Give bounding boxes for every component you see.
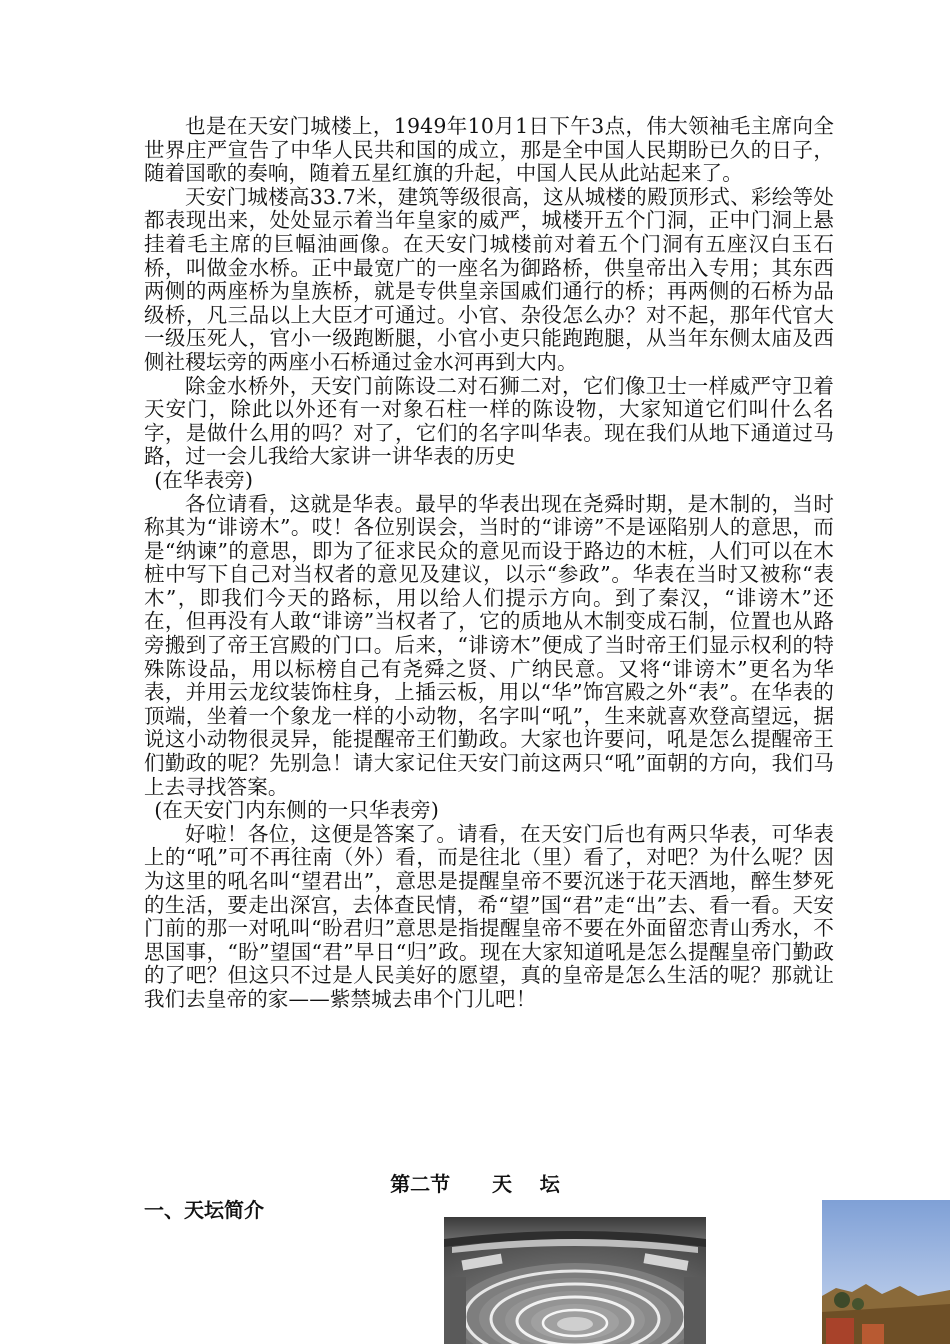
paragraph: 除金水桥外，天安门前陈设二对石狮二对，它们像卫士一样威严守卫着天安门，除此以外还有一对象石柱一样的陈设物，大家知道它们叫什么名字，是做什么用的吗？对了，它们的名字叫华表。现在我们从地下通道过马路，过一会儿我给大家讲一讲华表的历史 — [144, 373, 834, 469]
paragraph: 各位请看，这就是华表。最早的华表出现在尧舜时期，是木制的，当时称其为“诽谤木”。哎！各位别误会，当时的“诽谤”不是诬陷别人的意思，而是“纳谏”的意思，即为了征求民众的意见而设于路边的木桩，人们可以在木桩中写下自己对当权者的意见及建议，以示“参政”。华表在当时又被称“表木”，即我们今天的路标，用以给人们提示方向。到了秦汉，“诽谤木”还在，但再没有人敢“诽谤”当权者了，它的质地从木制变成石制，位置也从路旁搬到了帝王宫殿的门口。后来，“诽谤木”便成了当时帝王们显示权利的特殊陈设品，用以标榜自己有尧舜之贤、广纳民意。又将“诽谤木”更名为华表，并用云龙纹装饰柱身，上插云板，用以“华”饰宫殿之外“表”。在华表的顶端，坐着一个象龙一样的小动物，名字叫“吼”，生来就喜欢登高望远，据说这小动物很灵异，能提醒帝王们勤政。大家也许要问，吼是怎么提醒帝王们勤政的呢？先别急！请大家记住天安门前这两只“吼”面朝的方向，我们马上去寻找答案。 — [144, 491, 834, 799]
paragraph: 也是在天安门城楼上，1949年10月1日下午3点，伟大领袖毛主席向全世界庄严宣告了中华人民共和国的成立，那是全中国人民期盼已久的日子，随着国歌的奏响，随着五星红旗的升起，中国人民从此站起来了。 — [144, 114, 834, 186]
temple-photo — [822, 1200, 950, 1344]
altar-photo — [444, 1217, 706, 1344]
stage-note: (在华表旁) — [154, 467, 254, 492]
body-text — [144, 115, 834, 1012]
section-title: 第二节 天 坛 — [390, 1172, 560, 1196]
stage-note: (在天安门内东侧的一只华表旁) — [154, 798, 439, 823]
paragraph: 好啦！各位，这便是答案了。请看，在天安门后也有两只华表，可华表上的“吼”可不再往南（外）看，而是往北（里）看了，对吧？为什么呢？因为这里的吼名叫“望君出”，意思是提醒皇帝不要沉迷于花天酒地，醉生梦死的生活，要走出深宫，去体查民情，希“望”国“君”走“出”去、看一看。天安门前的那一对吼叫“盼君归”意思是指提醒皇帝不要在外面留恋青山秀水，不思国事，“盼”望国“君”早日“归”政。现在大家知道吼是怎么提醒皇帝门勤政的了吧？但这只不过是人民美好的愿望，真的皇帝是怎么生活的呢？那就让我们去皇帝的家——紫禁城去串个门儿吧！ — [144, 821, 834, 1011]
paragraph: 天安门城楼高33.7米，建筑等级很高，这从城楼的殿顶形式、彩绘等处都表现出来，处处显示着当年皇家的威严，城楼开五个门洞，正中门洞上悬挂着毛主席的巨幅油画像。在天安门城楼前对着五个门洞有五座汉白玉石桥，叫做金水桥。正中最宽广的一座名为御路桥，供皇帝出入专用；其东西两侧的两座桥为皇族桥，就是专供皇亲国戚们通行的桥；再两侧的石桥为品级桥，凡三品以上大臣才可通过。小官、杂役怎么办？对不起，那年代官大一级压死人，官小一级跑断腿，小官小吏只能跑跑腿，从当年东侧太庙及西侧社稷坛旁的两座小石桥通过金水河再到大内。 — [144, 184, 834, 374]
subsection-title: 一、天坛简介 — [144, 1198, 264, 1222]
